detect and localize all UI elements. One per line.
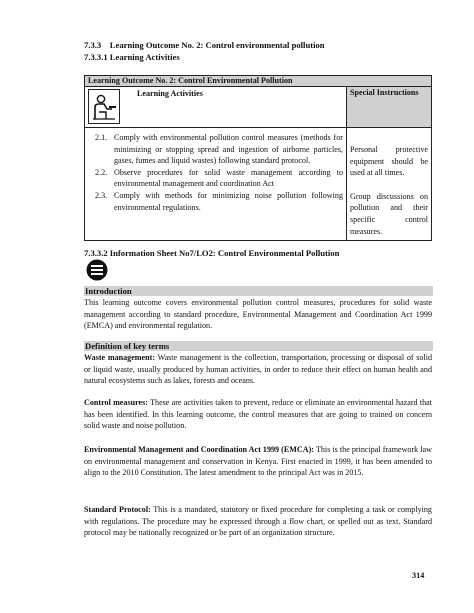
table-title: Learning Outcome No. 2: Control Environmental Pollution	[85, 76, 432, 87]
definition-text: This is the principal framework law on environmental management and conservation in Kenya. First enacted in 1999, it has been amended to align to the 2010 Constitution. The latest amendment to the principal Act was in 2015.	[84, 445, 432, 478]
instructions-cell	[347, 128, 432, 241]
activity-item	[95, 167, 343, 190]
activity-text: Comply with environmental pollution control measures (methods for minimizing or stopping spread and ingestion of airborne particles, gases, fumes and liquid wastes) following standard protocol.	[114, 133, 343, 166]
activities-header: Learning Activities	[137, 89, 203, 98]
activity-item	[95, 132, 343, 167]
introduction-text: This learning outcome covers environmental pollution control measures, procedures for solid waste management according to standard procedure, Environmental Management and Coordination Act 1999 (EMCA) and environmental regulation.	[84, 298, 432, 331]
activity-text: Observe procedures for solid waste management according to environmental management and coordination Act	[114, 167, 343, 189]
definition-control-measures	[84, 397, 432, 432]
information-sheet-icon	[86, 259, 108, 281]
definition-text: These are activities taken to prevent, reduce or eliminate an environmental hazard that has been identified. In this learning outcome, the control measures that are going to trained on concern solid waste and noise pollution.	[84, 398, 432, 431]
definition-term: Standard Protocol:	[84, 505, 151, 514]
instruction-item: Personal protective equipment should be used at all times.	[350, 145, 428, 178]
activities-list-cell	[85, 128, 347, 241]
activity-number: 2.3.	[95, 190, 108, 200]
learning-activities-table	[84, 75, 432, 241]
section-heading-7-3-3-1: 7.3.3.1 Learning Activities	[84, 52, 180, 62]
activity-item	[95, 190, 343, 213]
activity-number: 2.2.	[95, 167, 108, 177]
definition-term: Waste management:	[84, 353, 156, 362]
instruction-item: Group discussions on pollution and their specific control measures.	[350, 191, 428, 236]
page-number: 314	[412, 571, 425, 580]
activity-text: Comply with methods for minimizing noise pollution following environmental regulations.	[114, 190, 343, 212]
definition-waste-management	[84, 352, 432, 387]
definition-text: This is a mandated, statutory or fixed procedure for completing a task or complying with regulations. The procedure may be expressed through a flow chart, or spelled out as text. Standard protocol may be nationally recognized or be part of an organization structure.	[84, 505, 432, 538]
definition-standard-protocol	[84, 504, 432, 539]
definitions-heading: Definition of key terms	[84, 341, 433, 351]
section-heading-7-3-3-2: 7.3.3.2 Information Sheet No7/LO2: Control Environmental Pollution	[84, 248, 340, 258]
instructions-header: Special Instructions	[347, 87, 432, 128]
definition-text: Waste management is the collection, transportation, processing or disposal of solid or liquid waste, usually produced by human activities, in order to reduce their effect on human health and natural ecosystems such as lakes, forests and oceans.	[84, 353, 432, 386]
introduction-heading: Introduction	[84, 286, 433, 296]
activities-header-cell	[85, 87, 347, 128]
definition-term: Control measures:	[84, 398, 148, 407]
activity-number: 2.1.	[95, 133, 108, 142]
section-heading-7-3-3: 7.3.3 Learning Outcome No. 2: Control environmental pollution	[84, 40, 325, 50]
definition-emca	[84, 444, 432, 479]
learner-at-desk-icon	[88, 89, 120, 124]
definition-term: Environmental Management and Coordination Act 1999 (EMCA):	[84, 445, 314, 454]
